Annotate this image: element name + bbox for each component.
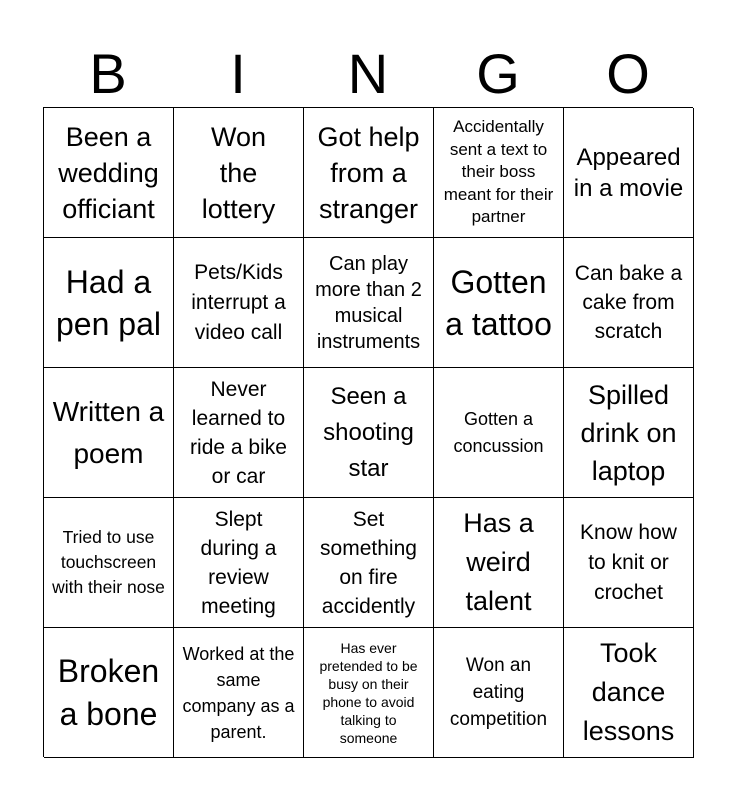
bingo-cell[interactable]	[304, 498, 434, 628]
bingo-cell[interactable]	[44, 368, 174, 498]
bingo-cell[interactable]	[174, 368, 304, 498]
bingo-cell[interactable]	[304, 108, 434, 238]
cell-text: Been a wedding officiant	[58, 121, 159, 224]
cell-text: Had a pen pal	[56, 263, 161, 342]
cell-text: Won an eating competition	[449, 655, 548, 730]
bingo-board	[43, 107, 693, 757]
cell-text: Has ever pretended to be busy on their phone to avoid talking to someone	[319, 639, 418, 746]
bingo-cell[interactable]	[564, 238, 694, 368]
bingo-cell[interactable]	[44, 238, 174, 368]
cell-text: Written a poem	[52, 395, 165, 469]
cell-text: Appeared in a movie	[573, 143, 684, 202]
bingo-cell[interactable]	[174, 498, 304, 628]
cell-text: Accidentally sent a text to their boss meant for their partner	[443, 117, 554, 227]
cell-text: Broken a bone	[57, 652, 160, 732]
cell-text: Took dance lessons	[582, 638, 675, 746]
header-letter-b: B	[89, 42, 127, 105]
bingo-cell[interactable]	[564, 368, 694, 498]
cell-text: Pets/Kids interrupt a video call	[191, 260, 286, 344]
bingo-cell[interactable]	[44, 628, 174, 758]
cell-text: Worked at the same company as a parent.	[182, 643, 295, 742]
header-letter-g: G	[476, 42, 520, 105]
cell-text: Gotten a tattoo	[445, 263, 552, 342]
cell-text: Got help from a stranger	[317, 121, 420, 224]
cell-text: Can bake a cake from scratch	[574, 262, 683, 343]
bingo-cell[interactable]	[44, 498, 174, 628]
cell-text: Set something on fire accidently	[320, 507, 417, 618]
bingo-cell[interactable]	[434, 368, 564, 498]
cell-text: Won the lottery	[201, 121, 276, 224]
cell-text: Seen a shooting star	[323, 382, 414, 482]
bingo-cell[interactable]	[304, 628, 434, 758]
bingo-cell[interactable]	[434, 238, 564, 368]
bingo-cell[interactable]	[44, 108, 174, 238]
header-letter-i: I	[230, 42, 246, 105]
bingo-cell[interactable]	[304, 238, 434, 368]
cell-text: Slept during a review meeting	[200, 507, 277, 618]
header-letter-o: O	[606, 42, 650, 105]
bingo-cell[interactable]	[564, 498, 694, 628]
bingo-cell[interactable]	[434, 498, 564, 628]
bingo-cell[interactable]	[564, 628, 694, 758]
bingo-cell[interactable]	[174, 108, 304, 238]
cell-text: Spilled drink on laptop	[580, 379, 677, 486]
bingo-cell[interactable]	[434, 628, 564, 758]
bingo-header	[43, 40, 693, 108]
cell-text: Has a weird talent	[463, 508, 534, 616]
bingo-cell[interactable]	[564, 108, 694, 238]
cell-text: Can play more than 2 musical instruments	[315, 252, 422, 353]
bingo-cell[interactable]	[434, 108, 564, 238]
bingo-cell[interactable]	[304, 368, 434, 498]
bingo-cell[interactable]	[174, 238, 304, 368]
cell-text: Never learned to ride a bike or car	[190, 377, 287, 488]
cell-text: Tried to use touchscreen with their nose	[52, 527, 165, 597]
bingo-cell[interactable]	[174, 628, 304, 758]
header-letter-n: N	[347, 42, 389, 105]
cell-text: Know how to knit or crochet	[580, 520, 677, 604]
cell-text: Gotten a concussion	[453, 408, 544, 456]
